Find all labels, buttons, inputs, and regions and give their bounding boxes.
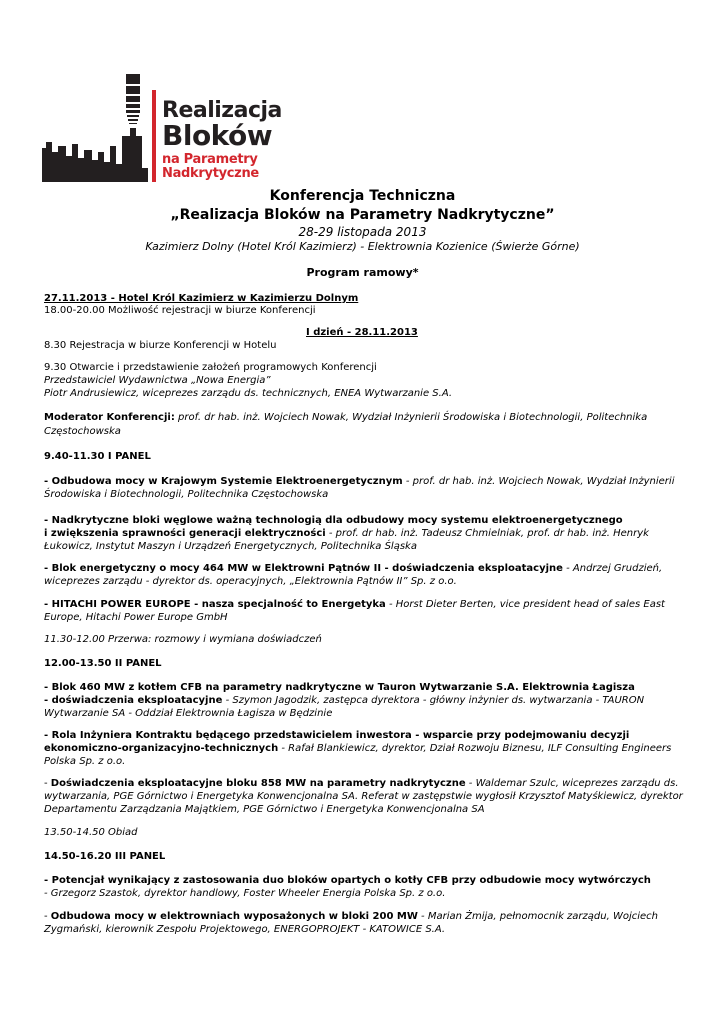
talk-speaker: - prof. dr hab. inż. Tadeusz Chmielniak, prof. dr hab. inż. Henryk (325, 528, 649, 539)
talk-prefix: - (44, 911, 51, 922)
logo-wordmark (162, 100, 282, 180)
talk-title: Odbudowa mocy w elektrowniach wyposażonych w bloki 200 MW (50, 911, 418, 922)
talk-title: ekonomiczno-organizacyjno-technicznych (44, 743, 279, 754)
panel1-talk1-speaker: Środowiska i Biotechnologii, Politechnika Częstochowska (44, 489, 329, 500)
panel2-talk1-speaker: Wytwarzanie SA - Oddział Elektrownia Łagisza w Będzinie (44, 708, 333, 719)
panel1-heading: 9.40-11.30 I PANEL (44, 451, 151, 462)
talk-title: Doświadczenia eksploatacyjne bloku 858 MW na parametry nadkrytyczne (50, 778, 466, 789)
logo-line-2: Bloków (162, 119, 273, 152)
panel2-talk3-speaker-2: Departamentu Zarządzania Majątkiem, PGE Górnictwo i Energetyka Konwencjonalna SA (44, 804, 485, 815)
panel2-talk1-title: - Blok 460 MW z kotłem CFB na parametry nadkrytyczne w Tauron Wytwarzanie S.A. Elektrownia Łagisza (44, 682, 635, 693)
talk-speaker: - Waldemar Szulc, wiceprezes zarządu ds. (465, 778, 679, 789)
conference-dates: 28-29 listopada 2013 (298, 225, 427, 239)
panel1-talk3 (44, 562, 684, 575)
panel3-heading: 14.50-16.20 III PANEL (44, 851, 166, 862)
conference-title: „Realizacja Bloków na Parametry Nadkrytyczne” (170, 207, 555, 223)
logo-line-3: na Parametry (162, 152, 258, 167)
moderator-label: Moderator Konferencji: (44, 412, 175, 423)
talk-title: - Odbudowa mocy w Krajowym Systemie Elektroenergetycznym (44, 476, 403, 487)
talk-speaker: - Marian Żmija, pełnomocnik zarządu, Wojciech (417, 911, 658, 922)
day1-registration: 8.30 Rejestracja w biurze Konferencji w Hotelu (44, 340, 277, 351)
program-heading: Program ramowy* (306, 266, 419, 279)
lunch-break: 13.50-14.50 Obiad (44, 827, 138, 838)
pre-day-registration: 18.00-20.00 Możliwość rejestracji w biurze Konferencji (44, 305, 316, 316)
opening-speaker-1: Przedstawiciel Wydawnictwa „Nowa Energia” (44, 375, 271, 386)
day1-heading: I dzień - 28.11.2013 (306, 327, 418, 338)
panel1-talk3-speaker: wiceprezes zarządu - dyrektor ds. operacyjnych, „Elektrownia Pątnów II” Sp. z o.o. (44, 576, 457, 587)
panel3-talk2-speaker: Zygmański, kierownik Zespołu Projektowego, ENERGOPROJEKT - KATOWICE S.A. (44, 924, 446, 935)
talk-speaker: - Andrzej Grudzień, (562, 563, 663, 574)
panel3-talk1-speaker: - Grzegorz Szastok, dyrektor handlowy, Foster Wheeler Energia Polska Sp. z o.o. (44, 888, 446, 899)
talk-prefix: - (44, 778, 51, 789)
panel1-talk2 (44, 527, 684, 540)
panel2-talk2 (44, 742, 684, 755)
coffee-break: 11.30-12.00 Przerwa: rozmowy i wymiana doświadczeń (44, 634, 322, 645)
panel3-talk2 (44, 910, 684, 923)
panel2-talk3 (44, 777, 684, 790)
panel2-talk2-title: - Rola Inżyniera Kontraktu będącego przedstawicielem inwestora - wsparcie przy podejmowaniu decyzji (44, 730, 630, 741)
moderator-name: prof. dr hab. inż. Wojciech Nowak, Wydział Inżynierii Środowiska i Biotechnologii, Politechnika (174, 412, 648, 423)
talk-speaker: - Horst Dieter Berten, vice president head of sales East (385, 599, 665, 610)
opening-session: 9.30 Otwarcie i przedstawienie założeń programowych Konferencji (44, 362, 377, 373)
panel2-talk2-speaker: Polska Sp. z o.o. (44, 756, 126, 767)
panel1-talk2-title: - Nadkrytyczne bloki węglowe ważną technologią dla odbudowy mocy systemu elektroenergetycznego (44, 515, 623, 526)
panel3-talk1-title: - Potencjał wynikający z zastosowania duo bloków opartych o kotły CFB przy odbudowie mocy wytwórczych (44, 875, 651, 886)
logo-line-1: Realizacja (162, 98, 282, 123)
talk-title: - Blok energetyczny o mocy 464 MW w Elektrowni Pątnów II - doświadczenia eksploatacyjne (44, 563, 563, 574)
moderator-affiliation: Częstochowska (44, 426, 121, 437)
conference-venue: Kazimierz Dolny (Hotel Król Kazimierz) - Elektrownia Kozienice (Świerże Górne) (145, 240, 580, 253)
moderator-line (44, 411, 684, 424)
conference-logo (42, 72, 282, 190)
panel1-talk1 (44, 475, 684, 488)
talk-title: i zwiększenia sprawności generacji elektryczności (44, 528, 326, 539)
talk-speaker: - prof. dr hab. inż. Wojciech Nowak, Wydział Inżynierii (402, 476, 675, 487)
panel2-talk3-speaker-1: wytwarzania, PGE Górnictwo i Energetyka Konwencjonalna SA. Referat w zastępstwie wygłosił Krzysztof Matyśkiewicz, dyrektor (44, 791, 683, 802)
conference-type: Konferencja Techniczna (269, 188, 456, 204)
logo-line-4: Nadkrytyczne (162, 166, 259, 181)
talk-speaker: - Rafał Blankiewicz, dyrektor, Dział Rozwoju Biznesu, ILF Consulting Engineers (278, 743, 672, 754)
talk-title: - HITACHI POWER EUROPE - nasza specjalność to Energetyka (44, 599, 386, 610)
talk-title: - doświadczenia eksploatacyjne (44, 695, 223, 706)
talk-speaker: - Szymon Jagodzik, zastępca dyrektora - główny inżynier ds. wytwarzania - TAURON (222, 695, 645, 706)
panel2-heading: 12.00-13.50 II PANEL (44, 658, 162, 669)
opening-speaker-2: Piotr Andrusiewicz, wiceprezes zarządu ds. technicznych, ENEA Wytwarzanie S.A. (44, 388, 453, 399)
panel1-talk4-speaker: Europe, Hitachi Power Europe GmbH (44, 612, 228, 623)
panel1-talk4 (44, 598, 684, 611)
panel2-talk1 (44, 694, 684, 707)
panel1-talk2-speaker: Łukowicz, Instytut Maszyn i Urządzeń Energetycznych, Politechnika Śląska (44, 541, 417, 552)
pre-day-heading: 27.11.2013 - Hotel Król Kazimierz w Kazimierzu Dolnym (44, 293, 359, 304)
